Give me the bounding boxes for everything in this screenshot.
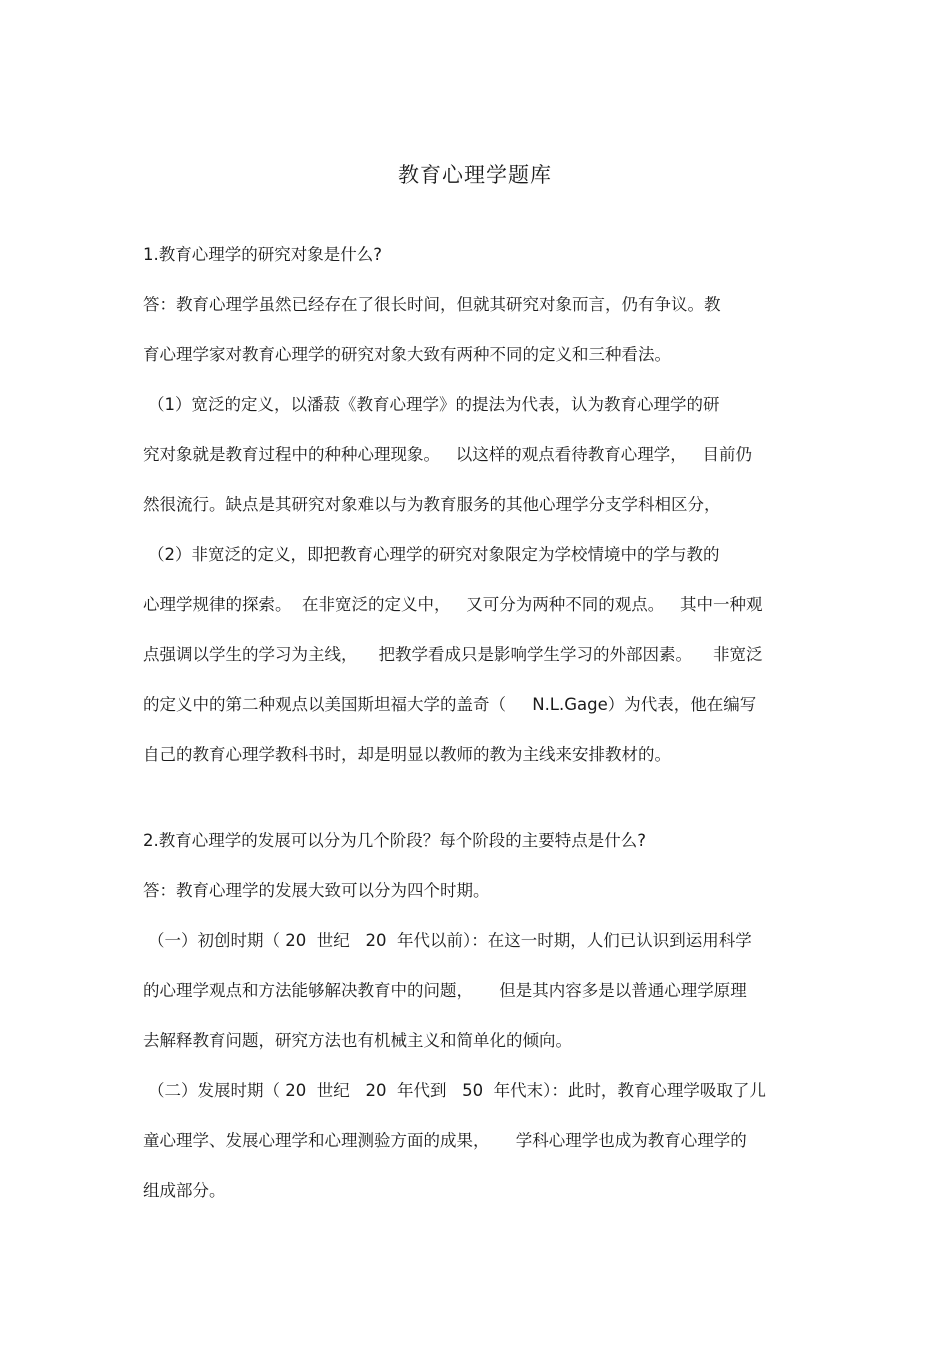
answer-1-line-5: 然很流行。缺点是其研究对象难以与为教育服务的其他心理学分支学科相区分，: [143, 495, 721, 514]
answer-1-line-7: 心理学规律的探索。 在非宽泛的定义中， 又可分为两种不同的观点。 其中一种观: [143, 595, 763, 614]
answer-2-line-7: 组成部分。: [143, 1181, 226, 1200]
answer-2-line-3: 的心理学观点和方法能够解决教育中的问题， 但是其内容多是以普通心理学原理: [143, 981, 747, 1000]
answer-2-line-2: （一）初创时期（ 20 世纪 20 年代以前）：在这一时期，人们已认识到运用科学: [148, 931, 752, 950]
answer-2-line-6: 童心理学、发展心理学和心理测验方面的成果， 学科心理学也成为教育心理学的: [143, 1131, 747, 1150]
answer-1-line-1: 答：教育心理学虽然已经存在了很长时间，但就其研究对象而言，仍有争议。教: [143, 295, 721, 314]
answer-1-line-9: 的定义中的第二种观点以美国斯坦福大学的盖奇（ N.L.Gage）为代表，他在编写: [143, 695, 757, 714]
answer-1-line-2: 育心理学家对教育心理学的研究对象大致有两种不同的定义和三种看法。: [143, 345, 671, 364]
question-2: 2.教育心理学的发展可以分为几个阶段？每个阶段的主要特点是什么?: [143, 831, 647, 850]
answer-1-line-3: （1）宽泛的定义，以潘菽《教育心理学》的提法为代表，认为教育心理学的研: [148, 395, 720, 414]
answer-1-line-10: 自己的教育心理学教科书时，却是明显以教师的教为主线来安排教材的。: [143, 745, 671, 764]
document-title: 教育心理学题库: [398, 163, 552, 187]
answer-1-line-6: （2）非宽泛的定义，即把教育心理学的研究对象限定为学校情境中的学与教的: [148, 545, 720, 564]
question-1: 1.教育心理学的研究对象是什么?: [143, 245, 383, 264]
answer-2-line-1: 答：教育心理学的发展大致可以分为四个时期。: [143, 881, 490, 900]
answer-1-line-4: 究对象就是教育过程中的种种心理现象。 以这样的观点看待教育心理学， 目前仍: [143, 445, 752, 464]
answer-2-line-4: 去解释教育问题，研究方法也有机械主义和简单化的倾向。: [143, 1031, 572, 1050]
answer-2-line-5: （二）发展时期（ 20 世纪 20 年代到 50 年代末）：此时，教育心理学吸取了儿: [148, 1081, 766, 1100]
answer-1-line-8: 点强调以学生的学习为主线， 把教学看成只是影响学生学习的外部因素。 非宽泛: [143, 645, 763, 664]
